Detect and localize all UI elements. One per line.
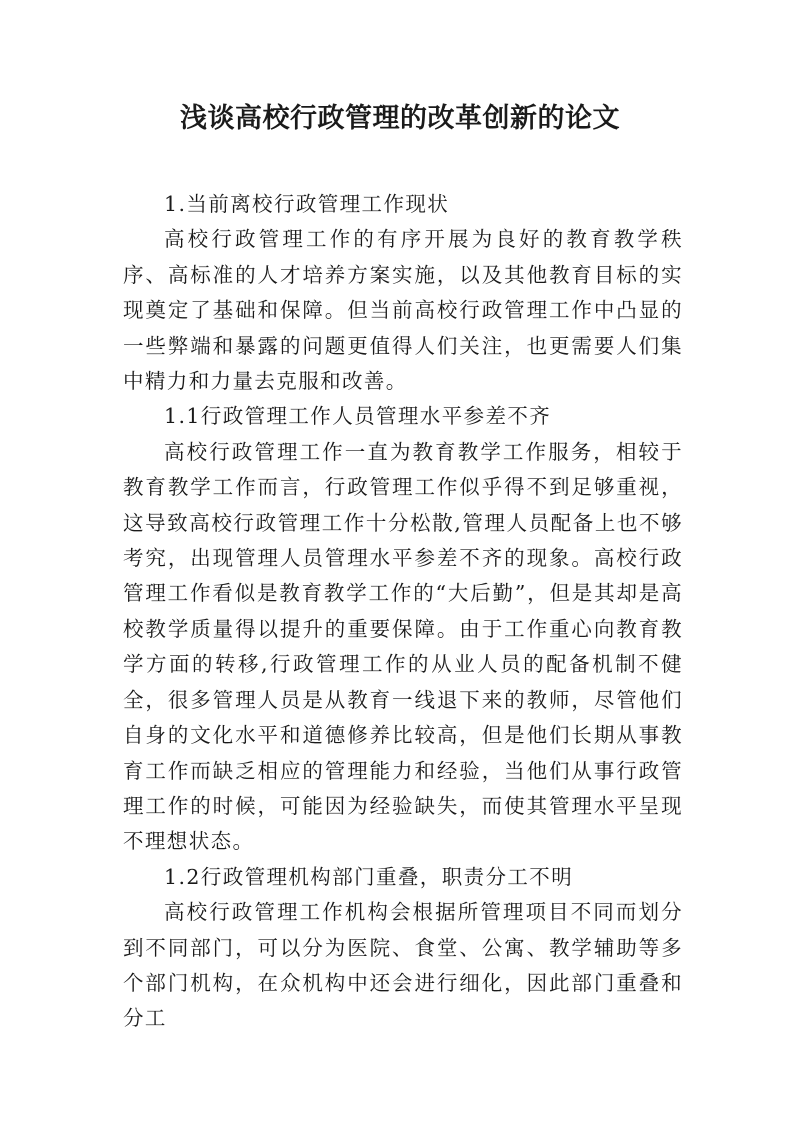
paragraph: 高校行政管理工作的有序开展为良好的教育教学秩序、高标准的人才培养方案实施，以及其他教育目标的实现奠定了基础和保障。但当前高校行政管理工作中凸显的一些弊端和暴露的问题更值得人们关注，也更需要人们集中精力和力量去克服和改善。: [123, 227, 683, 394]
document-title: 浅谈高校行政管理的改革创新的论文: [180, 103, 620, 134]
paragraph: 高校行政管理工作机构会根据所管理项目不同而划分到不同部门，可以分为医院、食堂、公寓、教学辅助等多个部门机构，在众机构中还会进行细化，因此部门重叠和分工: [123, 900, 683, 1031]
document-body: [123, 187, 683, 1037]
paragraph: 高校行政管理工作一直为教育教学工作服务，相较于教育教学工作而言，行政管理工作似乎得不到足够重视，这导致高校行政管理工作十分松散,管理人员配备上也不够考究，出现管理人员管理水平参差不齐的现象。高校行政管理工作看似是教育教学工作的“大后勤”，但是其却是高校教学质量得以提升的重要保障。由于工作重心向教育教学方面的转移,行政管理工作的从业人员的配备机制不健全，很多管理人员是从教育一线退下来的教师，尽管他们自身的文化水平和道德修养比较高，但是他们长期从事教育工作而缺乏相应的管理能力和经验，当他们从事行政管理工作的时候，可能因为经验缺失，而使其管理水平呈现不理想状态。: [123, 439, 683, 854]
section-heading: 1.当前离校行政管理工作现状: [164, 192, 450, 216]
section-heading: 1.2行政管理机构部门重叠，职责分工不明: [164, 864, 574, 889]
section-heading: 1.1行政管理工作人员管理水平参差不齐: [164, 404, 552, 429]
